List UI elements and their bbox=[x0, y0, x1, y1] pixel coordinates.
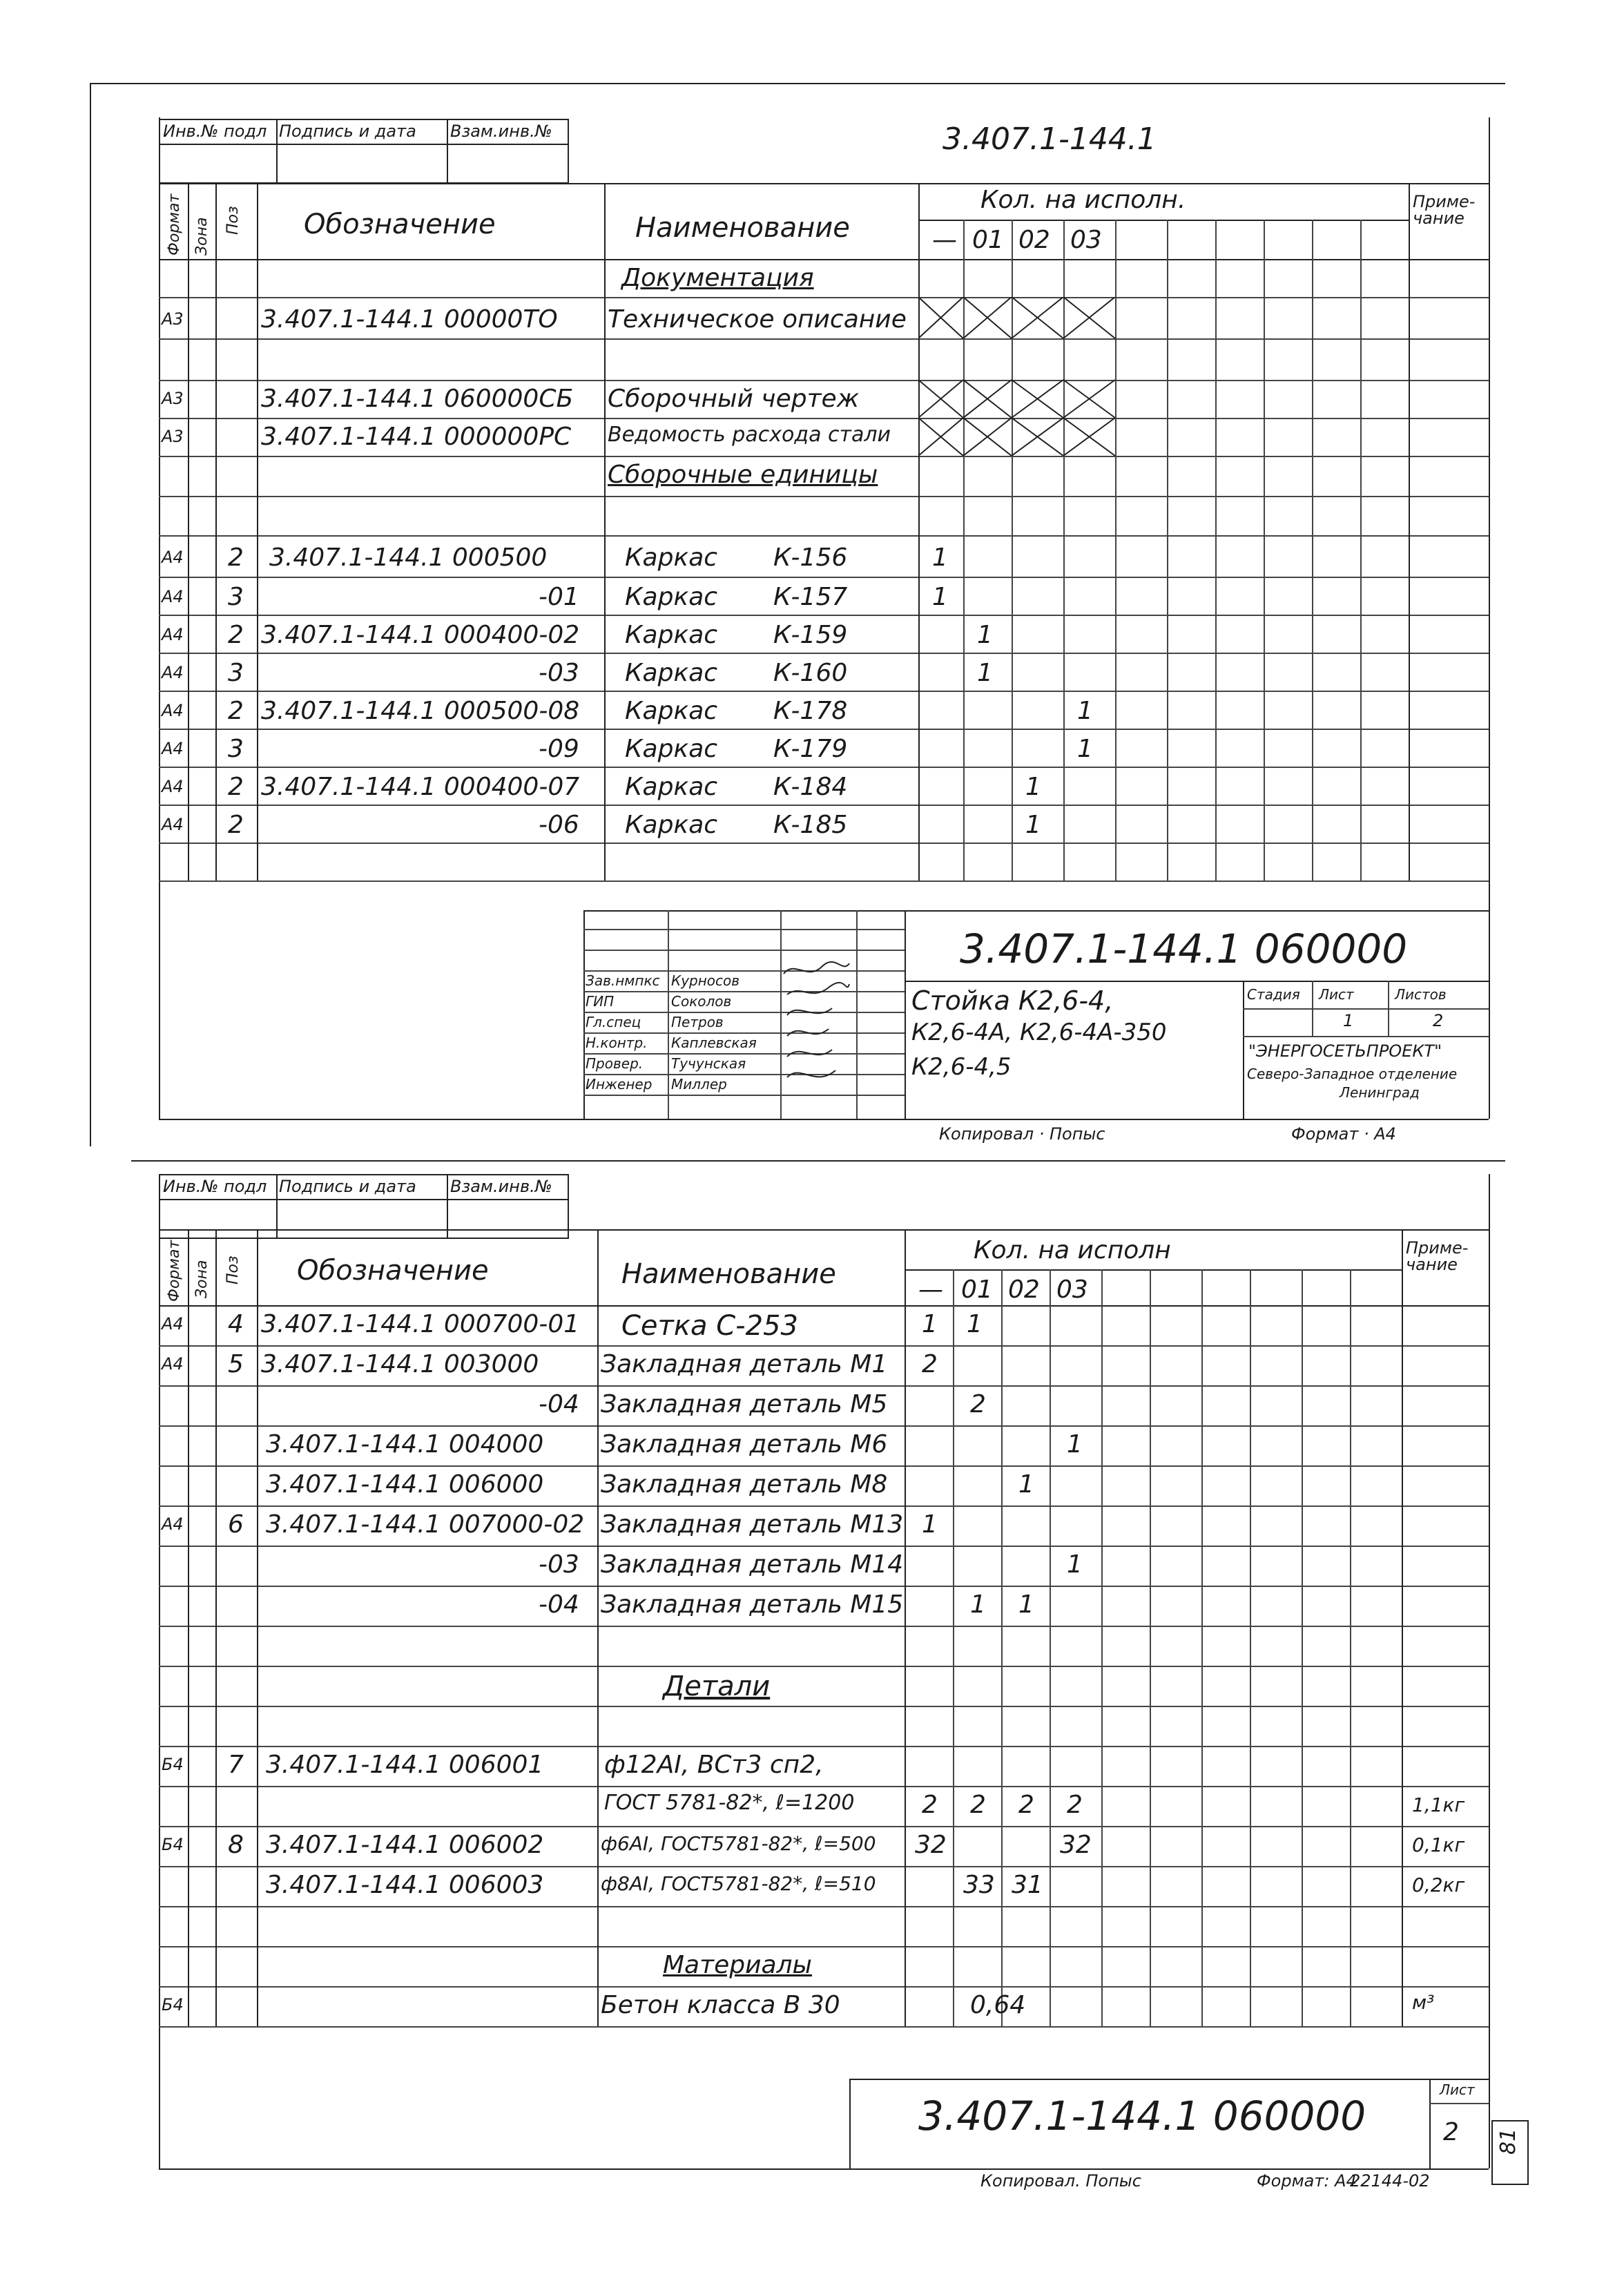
section-units: Сборочные единицы bbox=[608, 461, 878, 489]
col-designation: Обозначение bbox=[304, 209, 496, 240]
row-q2: 1 bbox=[1018, 1470, 1034, 1499]
row-mark: К-185 bbox=[773, 811, 848, 839]
row-name: Каркас bbox=[625, 583, 718, 611]
row-name: Закладная деталь М6 bbox=[601, 1430, 888, 1459]
row-note: 0,1кг bbox=[1412, 1834, 1465, 1856]
title-name-3: К2,6-4,5 bbox=[911, 1053, 1012, 1081]
row-des: 3.407.1-144.1 000500 bbox=[269, 543, 548, 572]
row-q1: 1 bbox=[977, 621, 993, 649]
row-note: 1,1кг bbox=[1412, 1793, 1465, 1816]
row-fmt: Б4 bbox=[162, 1755, 184, 1774]
stamp-vzam: Взам.инв.№ bbox=[450, 1177, 552, 1196]
row-pos: 2 bbox=[228, 773, 244, 801]
row-fmt: А4 bbox=[162, 625, 184, 644]
row-mark: К-160 bbox=[773, 659, 848, 687]
row-name: Каркас bbox=[625, 811, 718, 839]
row-fmt: Б4 bbox=[162, 1835, 184, 1854]
col-v3: 03 bbox=[1070, 226, 1102, 254]
row-pos: 8 bbox=[228, 1831, 244, 1859]
row-pos: 5 bbox=[228, 1350, 244, 1378]
col-v0: — bbox=[918, 1276, 943, 1304]
sheet-num: 2 bbox=[1443, 2118, 1459, 2146]
title-name-1: Стойка К2,6-4, bbox=[911, 985, 1114, 1016]
row-pos: 7 bbox=[228, 1751, 244, 1779]
row-note: м³ bbox=[1412, 1991, 1435, 2014]
col-qty: Кол. на исполн bbox=[974, 1236, 1171, 1264]
col-designation: Обозначение bbox=[297, 1255, 489, 1287]
org-dept: Северо-Западное отделение bbox=[1247, 1066, 1458, 1082]
title-code: 3.407.1-144.1 060000 bbox=[918, 2092, 1366, 2139]
row-fmt: А3 bbox=[162, 427, 184, 446]
row-pos: 6 bbox=[228, 1510, 244, 1539]
row-name: Каркас bbox=[625, 773, 718, 801]
row-fmt: А4 bbox=[162, 1514, 184, 1534]
row-q2: 1 bbox=[1025, 811, 1041, 839]
title-code: 3.407.1-144.1 060000 bbox=[960, 925, 1408, 972]
format-label: Формат: А4 bbox=[1257, 2171, 1357, 2191]
archive-number: 22144-02 bbox=[1350, 2171, 1430, 2191]
row-name: ф8АI, ГОСТ5781-82*, ℓ=510 bbox=[601, 1872, 876, 1895]
row-q3: 1 bbox=[1077, 697, 1093, 725]
col-name: Наименование bbox=[621, 1258, 836, 1290]
row-q1: 2 bbox=[970, 1791, 986, 1819]
row-q0: 1 bbox=[932, 583, 948, 611]
col-v2: 02 bbox=[1018, 226, 1050, 254]
row-des: 3.407.1-144.1 006000 bbox=[266, 1470, 544, 1499]
row-des: -09 bbox=[539, 735, 579, 763]
row-q0: 2 bbox=[922, 1791, 938, 1819]
row-des: 3.407.1-144.1 000400-07 bbox=[261, 773, 580, 801]
row-note: 0,2кг bbox=[1412, 1874, 1465, 1896]
row-des: 3.407.1-144.1 060000СБ bbox=[261, 385, 574, 413]
row-des: 3.407.1-144.1 000400-02 bbox=[261, 621, 580, 649]
row-name: Сетка С-253 bbox=[621, 1310, 798, 1342]
row-fmt: А4 bbox=[162, 701, 184, 720]
row-pos: 3 bbox=[228, 659, 244, 687]
row-q3: 1 bbox=[1067, 1550, 1083, 1579]
row-name: Техническое описание bbox=[608, 305, 907, 334]
sheet-label: Лист bbox=[1440, 2081, 1475, 2098]
stamp-inv: Инв.№ подл bbox=[163, 1177, 267, 1196]
row-q1: 1 bbox=[967, 1310, 983, 1338]
row-des: -03 bbox=[539, 659, 579, 687]
row-fmt: А4 bbox=[162, 1314, 184, 1334]
row-name: ф6АI, ГОСТ5781-82*, ℓ=500 bbox=[601, 1832, 876, 1855]
row-pos: 2 bbox=[228, 621, 244, 649]
person-role: Н.контр. bbox=[586, 1035, 648, 1051]
stage-label: Стадия bbox=[1247, 986, 1300, 1003]
col-format: Формат bbox=[166, 1240, 183, 1302]
row-name: Каркас bbox=[625, 735, 718, 763]
copied-label: Копировал. Попыс bbox=[980, 2171, 1141, 2191]
row-q2: 2 bbox=[1018, 1791, 1034, 1819]
person-role: Гл.спец bbox=[586, 1014, 641, 1030]
stamp-sign: Подпись и дата bbox=[279, 122, 416, 141]
row-des: -03 bbox=[539, 1550, 579, 1579]
col-zone: Зона bbox=[193, 217, 211, 256]
col-qty: Кол. на исполн. bbox=[980, 186, 1186, 214]
row-name: Закладная деталь М15 bbox=[601, 1590, 904, 1619]
sheets-label: Листов bbox=[1395, 986, 1447, 1003]
org-name: "ЭНЕРГОСЕТЬПРОЕКТ" bbox=[1248, 1041, 1442, 1061]
section-materials: Материалы bbox=[663, 1951, 812, 1979]
row-name: ф12АI, ВСт3 сп2, bbox=[604, 1751, 824, 1779]
col-note: Приме-чание bbox=[1413, 192, 1476, 228]
row-q1: 1 bbox=[970, 1590, 986, 1619]
row-fmt: А4 bbox=[162, 739, 184, 758]
row-qty: 0,64 bbox=[970, 1991, 1026, 2019]
row-des: 3.407.1-144.1 000700-01 bbox=[261, 1310, 580, 1338]
row-des: 3.407.1-144.1 007000-02 bbox=[266, 1510, 585, 1539]
row-name: Закладная деталь М8 bbox=[601, 1470, 888, 1499]
row-name: Закладная деталь М13 bbox=[601, 1510, 904, 1539]
row-name: Бетон класса В 30 bbox=[601, 1991, 840, 2019]
row-fmt: А4 bbox=[162, 587, 184, 606]
signatures bbox=[780, 953, 856, 1098]
row-des: 3.407.1-144.1 006002 bbox=[266, 1831, 544, 1859]
row-fmt: А4 bbox=[162, 777, 184, 796]
row-name: Закладная деталь М1 bbox=[601, 1350, 888, 1378]
row-fmt: А3 bbox=[162, 389, 184, 408]
person-name: Каплевская bbox=[671, 1035, 757, 1051]
person-role: Провер. bbox=[586, 1055, 644, 1072]
row-mark: К-159 bbox=[773, 621, 848, 649]
margin-number: 81 bbox=[1496, 2128, 1520, 2155]
section-docs: Документация bbox=[621, 264, 814, 292]
sheet-num: 1 bbox=[1343, 1011, 1354, 1030]
title-name-2: К2,6-4А, К2,6-4А-350 bbox=[911, 1019, 1167, 1046]
row-mark: К-184 bbox=[773, 773, 848, 801]
row-des: -04 bbox=[539, 1590, 579, 1619]
col-v0: — bbox=[932, 226, 957, 254]
stamp-sign: Подпись и дата bbox=[279, 1177, 416, 1196]
row-q3: 32 bbox=[1060, 1831, 1092, 1859]
row-name: Каркас bbox=[625, 659, 718, 687]
crosses bbox=[918, 297, 1125, 456]
col-format: Формат bbox=[166, 193, 183, 256]
row-name: Каркас bbox=[625, 621, 718, 649]
row-fmt: А4 bbox=[162, 663, 184, 682]
sheets-num: 2 bbox=[1433, 1011, 1444, 1030]
row-name: Ведомость расхода стали bbox=[608, 423, 891, 447]
row-q1: 2 bbox=[970, 1390, 986, 1418]
person-name: Курносов bbox=[671, 972, 740, 989]
row-name: Каркас bbox=[625, 697, 718, 725]
person-name: Миллер bbox=[671, 1076, 727, 1093]
row-name: Сборочный чертеж bbox=[608, 385, 860, 413]
row-name: Закладная деталь М5 bbox=[601, 1390, 888, 1418]
row-q0: 32 bbox=[915, 1831, 947, 1859]
row-q1: 1 bbox=[977, 659, 993, 687]
row-q0: 2 bbox=[922, 1350, 938, 1378]
row-q3: 1 bbox=[1067, 1430, 1083, 1459]
col-v1: 01 bbox=[961, 1276, 993, 1304]
row-name: Каркас bbox=[625, 543, 718, 572]
row-q2: 31 bbox=[1012, 1871, 1043, 1899]
org-city: Ленинград bbox=[1340, 1084, 1420, 1101]
section-details: Детали bbox=[663, 1671, 771, 1702]
row-pos: 3 bbox=[228, 735, 244, 763]
row-fmt: А4 bbox=[162, 1354, 184, 1374]
stamp-vzam: Взам.инв.№ bbox=[450, 122, 552, 141]
row-q3: 1 bbox=[1077, 735, 1093, 763]
row-mark: К-178 bbox=[773, 697, 848, 725]
row-mark: К-179 bbox=[773, 735, 848, 763]
row-pos: 2 bbox=[228, 811, 244, 839]
col-zone: Зона bbox=[193, 1260, 211, 1298]
row-fmt: А4 bbox=[162, 548, 184, 567]
col-name: Наименование bbox=[635, 212, 850, 244]
col-v1: 01 bbox=[972, 226, 1004, 254]
row-des: 3.407.1-144.1 006003 bbox=[266, 1871, 544, 1899]
row-pos: 2 bbox=[228, 543, 244, 572]
row-fmt: А3 bbox=[162, 309, 184, 329]
row-des: 3.407.1-144.1 000000РС bbox=[261, 423, 572, 451]
row-q0: 1 bbox=[922, 1310, 938, 1338]
row-des: -04 bbox=[539, 1390, 579, 1418]
person-role: Зав.нмпкс bbox=[586, 972, 660, 989]
row-mark: К-157 bbox=[773, 583, 848, 611]
row-des: 3.407.1-144.1 000500-08 bbox=[261, 697, 580, 725]
row-des: -01 bbox=[539, 583, 579, 611]
row-name: Закладная деталь М14 bbox=[601, 1550, 904, 1579]
row-mark: К-156 bbox=[773, 543, 848, 572]
row-q1: 33 bbox=[963, 1871, 995, 1899]
col-pos: Поз bbox=[224, 1255, 242, 1284]
row-fmt: А4 bbox=[162, 815, 184, 834]
row-pos: 2 bbox=[228, 697, 244, 725]
col-v2: 02 bbox=[1008, 1276, 1040, 1304]
person-name: Тучунская bbox=[671, 1055, 746, 1072]
format-label: Формат · А4 bbox=[1291, 1124, 1396, 1144]
col-note: Приме-чание bbox=[1406, 1238, 1469, 1274]
row-des: 3.407.1-144.1 003000 bbox=[261, 1350, 539, 1378]
row-pos: 4 bbox=[228, 1310, 244, 1338]
row-fmt: Б4 bbox=[162, 1995, 184, 2014]
col-pos: Поз bbox=[224, 206, 242, 235]
row-des: -06 bbox=[539, 811, 579, 839]
stamp-inv: Инв.№ подл bbox=[163, 122, 267, 141]
copied-label: Копировал · Попыс bbox=[939, 1124, 1105, 1144]
row-q3: 2 bbox=[1067, 1791, 1083, 1819]
row-name: ГОСТ 5781-82*, ℓ=1200 bbox=[604, 1791, 855, 1815]
top-stamp bbox=[160, 119, 569, 184]
row-q2: 1 bbox=[1018, 1590, 1034, 1619]
row-q0: 1 bbox=[922, 1510, 938, 1539]
person-name: Петров bbox=[671, 1014, 724, 1030]
sheet-label: Лист bbox=[1319, 986, 1354, 1003]
header-code: 3.407.1-144.1 bbox=[942, 122, 1157, 157]
person-name: Соколов bbox=[671, 993, 732, 1010]
row-q2: 1 bbox=[1025, 773, 1041, 801]
row-des: 3.407.1-144.1 004000 bbox=[266, 1430, 544, 1459]
col-v3: 03 bbox=[1056, 1276, 1088, 1304]
person-role: ГИП bbox=[586, 993, 615, 1010]
person-role: Инженер bbox=[586, 1076, 652, 1093]
row-pos: 3 bbox=[228, 583, 244, 611]
row-des: 3.407.1-144.1 006001 bbox=[266, 1751, 544, 1779]
row-des: 3.407.1-144.1 00000ТО bbox=[261, 305, 558, 334]
row-q0: 1 bbox=[932, 543, 948, 572]
